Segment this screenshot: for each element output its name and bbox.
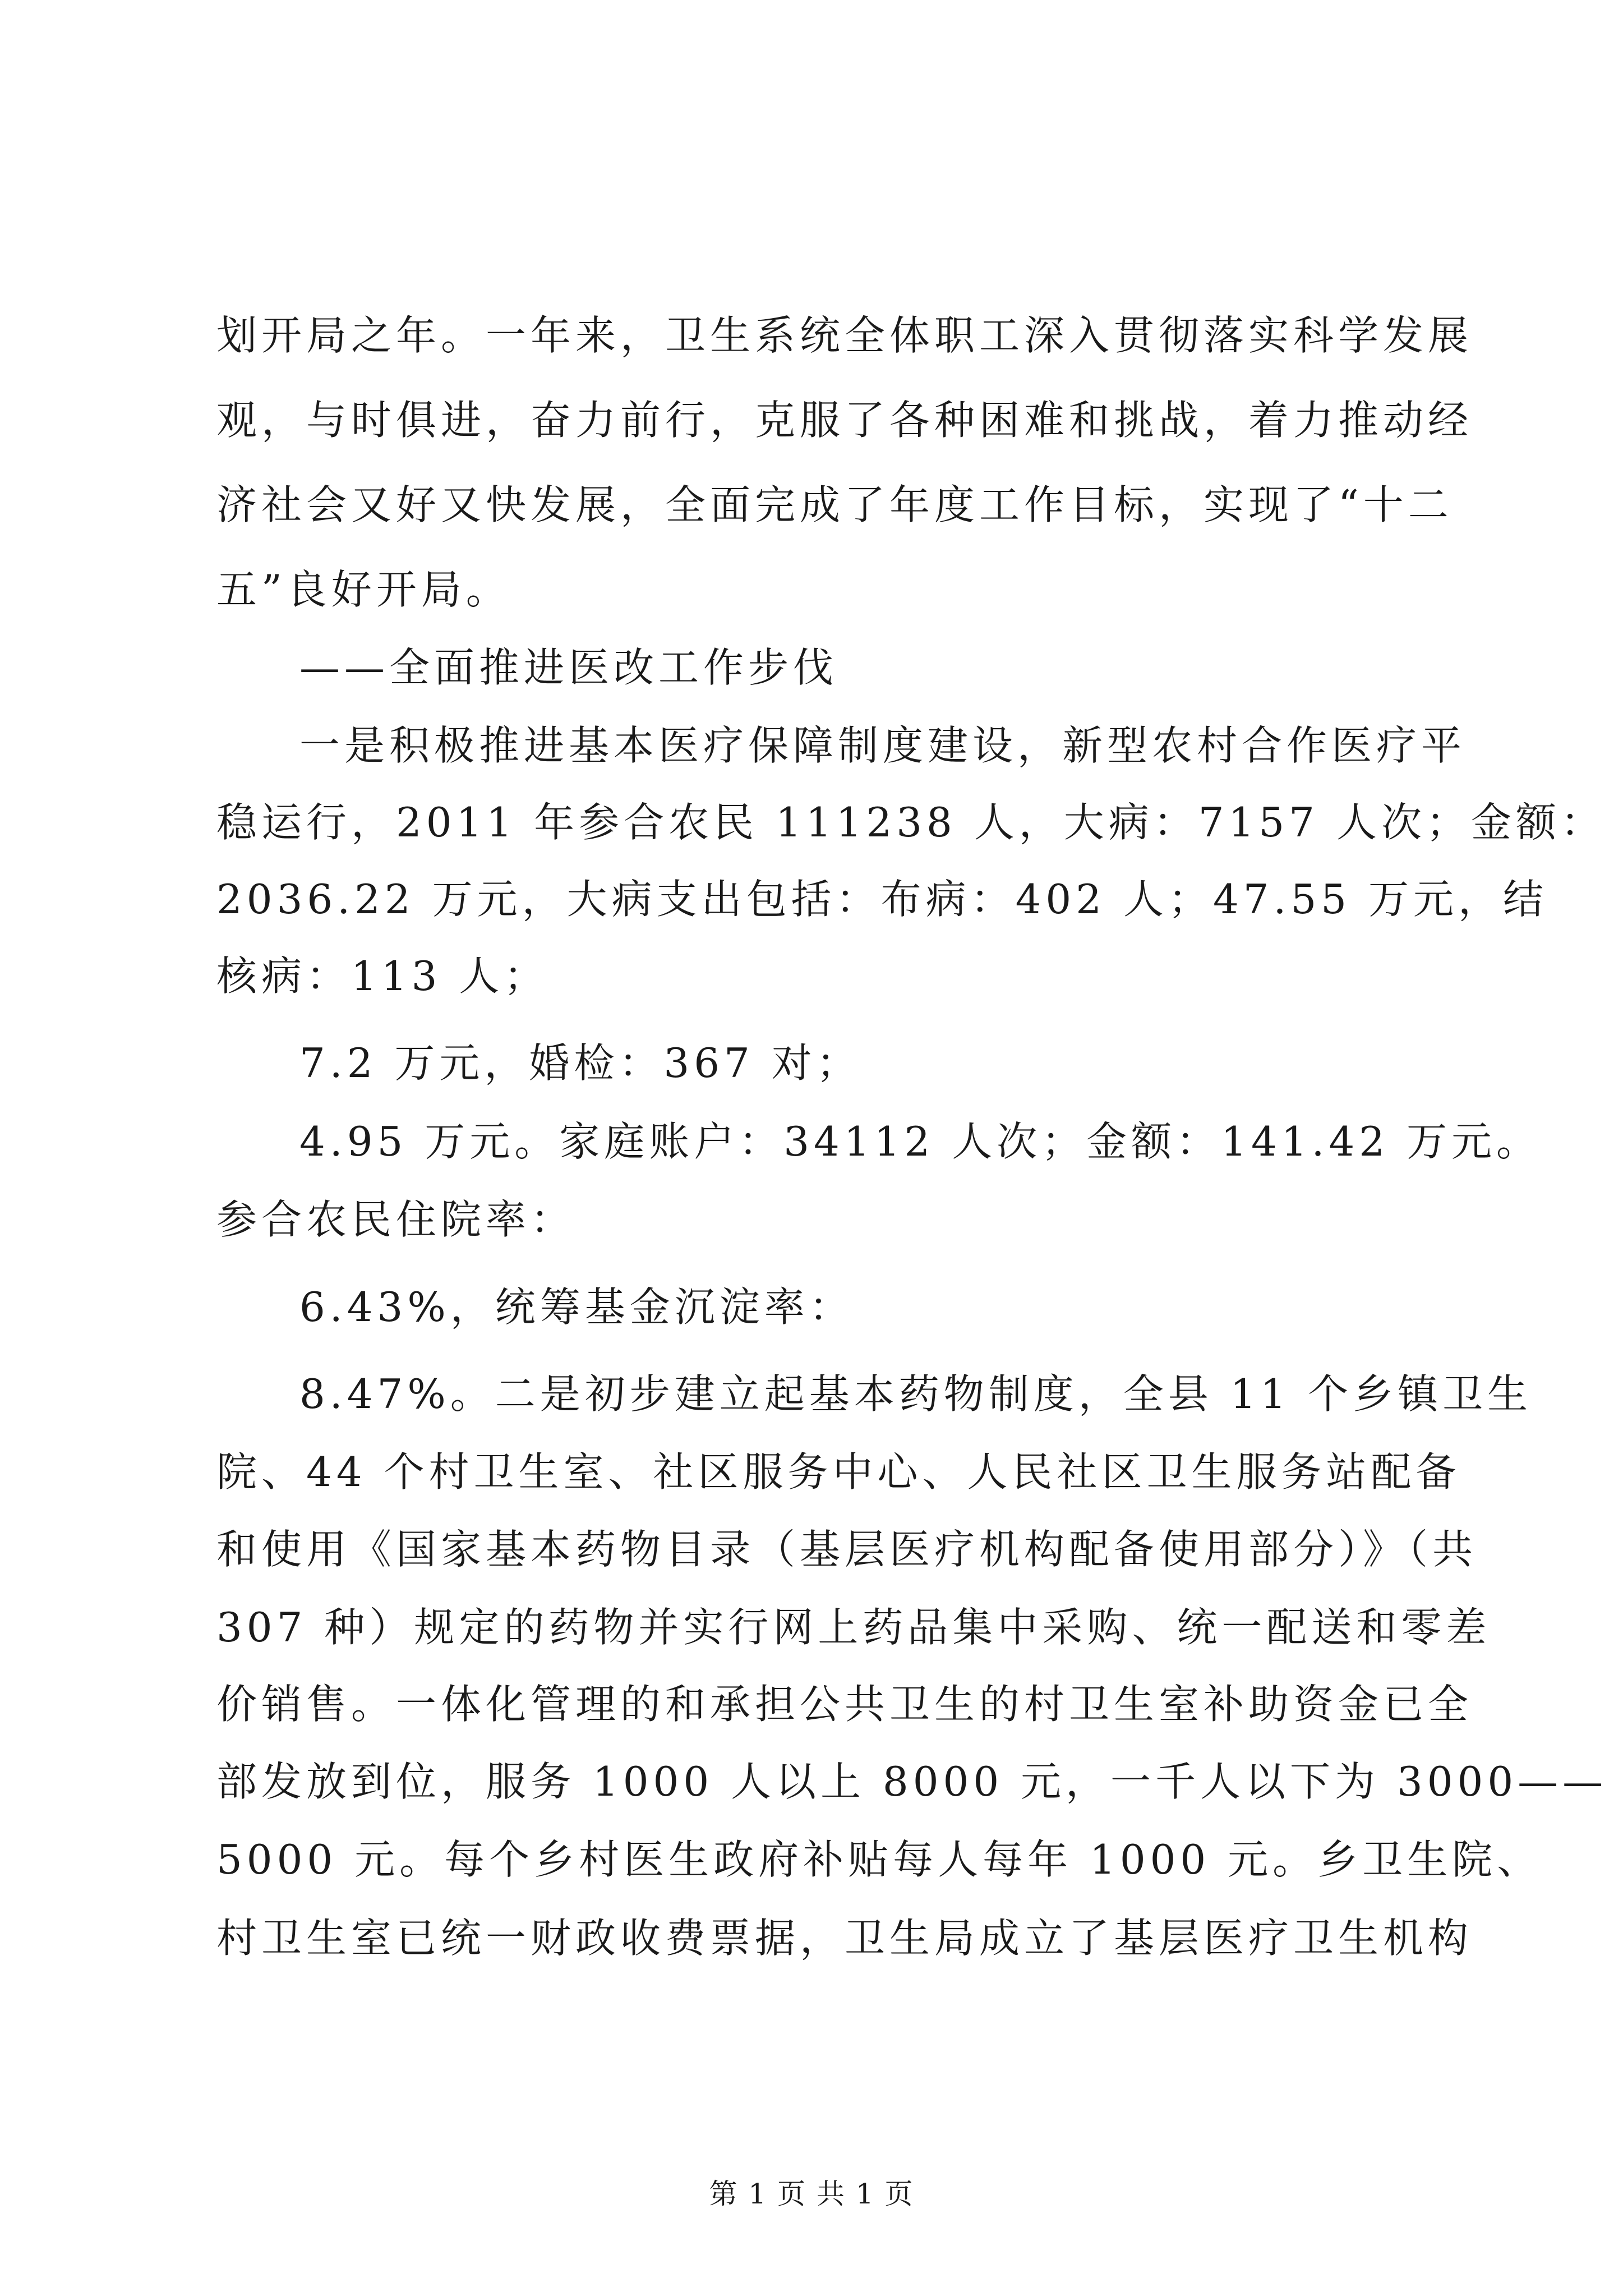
body-line: 参合农民住院率： <box>216 1196 576 1243</box>
section-heading: ——全面推进医改工作步伐 <box>299 644 838 691</box>
body-line: 8.47%。二是初步建立起基本药物制度，全县 11 个乡镇卫生 <box>299 1370 1533 1418</box>
page-number-footer: 第 1 页 共 1 页 <box>709 2178 914 2210</box>
body-line: 一是积极推进基本医疗保障制度建设，新型农村合作医疗平 <box>299 722 1467 769</box>
body-line: 5000 元。每个乡村医生政府补贴每人每年 1000 元。乡卫生院、 <box>216 1836 1542 1883</box>
body-line: 院、44 个村卫生室、社区服务中心、人民社区卫生服务站配备 <box>216 1448 1461 1496</box>
body-line: 部发放到位，服务 1000 人以上 8000 元，一千人以下为 3000—— <box>216 1758 1608 1805</box>
body-line: 村卫生室已统一财政收费票据，卫生局成立了基层医疗卫生机构 <box>216 1915 1473 1962</box>
body-line: 6.43%，统筹基金沉淀率： <box>299 1283 854 1331</box>
body-line: 核病：113 人； <box>216 953 549 1000</box>
body-line: 五”良好开局。 <box>216 566 511 613</box>
body-line: 观，与时俱进，奋力前行，克服了各种困难和挑战，着力推动经 <box>216 397 1473 444</box>
body-line: 划开局之年。一年来，卫生系统全体职工深入贯彻落实科学发展 <box>216 312 1473 359</box>
body-line: 价销售。一体化管理的和承担公共卫生的村卫生室补助资金已全 <box>216 1681 1473 1728</box>
body-line: 和使用《国家基本药物目录（基层医疗机构配备使用部分）》（共 <box>216 1526 1478 1573</box>
body-line: 2036.22 万元，大病支出包括：布病：402 人；47.55 万元，结 <box>216 876 1548 923</box>
body-line: 稳运行，2011 年参合农民 111238 人，大病：7157 人次；金额： <box>216 799 1606 846</box>
body-line: 7.2 万元，婚检：367 对； <box>299 1039 861 1087</box>
body-line: 307 种）规定的药物并实行网上药品集中采购、统一配送和零差 <box>216 1604 1491 1651</box>
body-line: 4.95 万元。家庭账户：34112 人次；金额：141.42 万元。 <box>299 1118 1541 1165</box>
body-line: 济社会又好又快发展，全面完成了年度工作目标，实现了“十二 <box>216 481 1453 528</box>
